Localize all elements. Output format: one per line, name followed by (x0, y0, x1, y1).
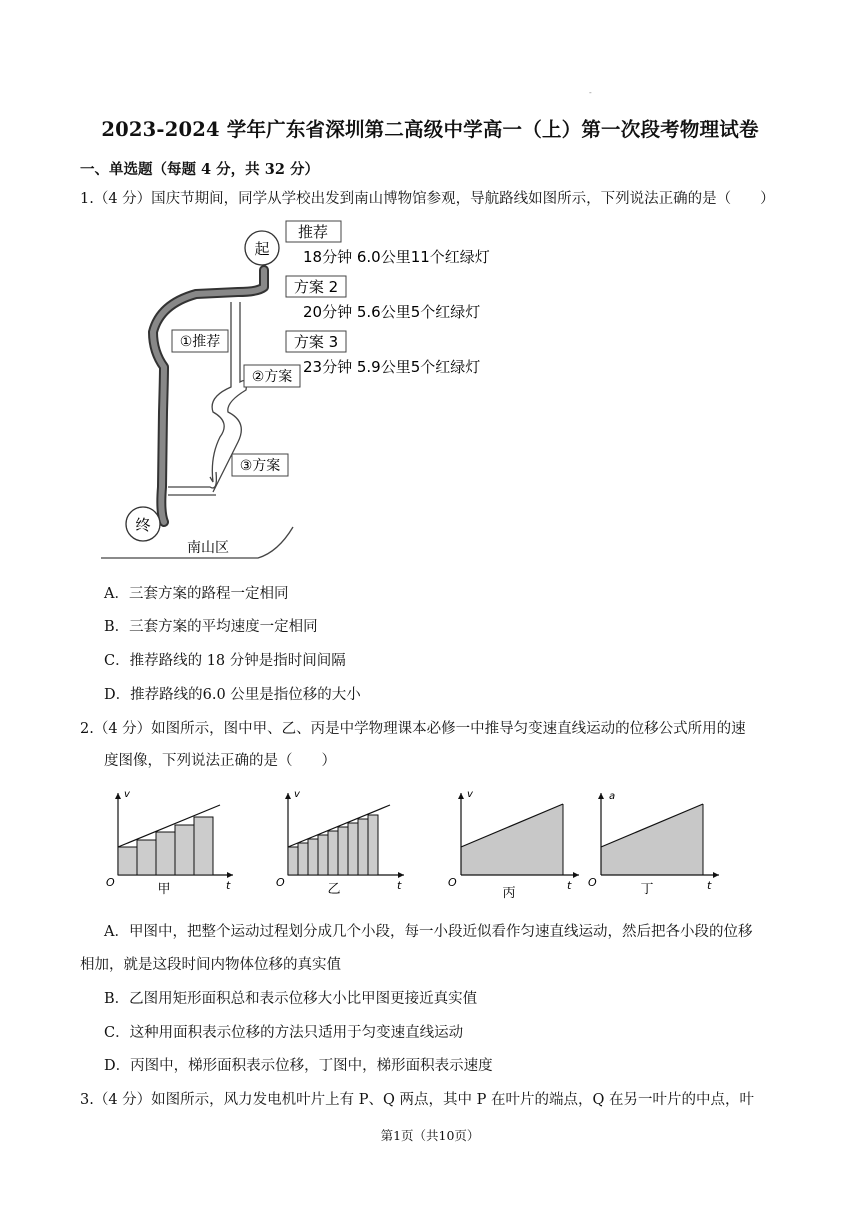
graph-jia (98, 787, 238, 905)
question-1-stem: 1.（4 分）国庆节期间，同学从学校出发到南山博物馆参观，导航路线如图所示，下列说法正确的是（ ） (80, 191, 775, 207)
graph-ding (585, 787, 725, 905)
legend-info-2: 20分钟 5.6公里5个红绿灯 (303, 303, 481, 321)
graph-yi-caption: 乙 (327, 882, 341, 897)
question-2-stem-line2: 度图像，下列说法正确的是（ ） (104, 753, 336, 769)
page-footer: 第1页（共10页） (380, 1128, 480, 1143)
legend-box-3: 方案 3 (293, 333, 339, 351)
graph-yi-origin: O (276, 876, 285, 889)
graph-ding-ylabel: a (609, 791, 616, 802)
graph-yi-ylabel: v (294, 789, 300, 800)
legend-box-2: 方案 2 (293, 278, 339, 296)
graph-ding-caption: 丁 (640, 882, 654, 897)
route-map-figure (98, 212, 518, 577)
route-2-path (210, 302, 231, 482)
section-heading: 一、单选题（每题 4 分，共 32 分） (80, 161, 319, 178)
start-label: 起 (254, 240, 270, 258)
legend-box-1: 推荐 (297, 223, 329, 241)
district-label: 南山区 (187, 540, 229, 556)
header-mark: - (589, 88, 592, 97)
q2-option-d: D．丙图中，梯形面积表示位移，丁图中，梯形面积表示速度 (104, 1058, 493, 1074)
q2-option-a-line2: 相加，就是这段时间内物体位移的真实值 (80, 957, 341, 973)
q1-option-b: B．三套方案的平均速度一定相同 (104, 619, 318, 635)
graph-jia-ylabel: v (124, 789, 130, 800)
graph-yi-xlabel: t (397, 879, 402, 892)
graph-ding-origin: O (588, 876, 597, 889)
question-2-stem-line1: 2.（4 分）如图所示，图中甲、乙、丙是中学物理课本必修一中推导匀变速直线运动的位移公式所用的速 (80, 721, 746, 737)
end-label: 终 (135, 516, 151, 534)
q2-option-b: B．乙图用矩形面积总和表示位移大小比甲图更接近真实值 (104, 991, 478, 1007)
legend-info-1: 18分钟 6.0公里11个红绿灯 (303, 248, 490, 266)
q1-option-d: D．推荐路线的6.0 公里是指位移的大小 (104, 687, 361, 703)
q2-option-a-line1: A．甲图中，把整个运动过程划分成几个小段，每一小段近似看作匀速直线运动，然后把各小段的位移 (104, 924, 753, 940)
q1-option-a: A．三套方案的路程一定相同 (104, 586, 289, 602)
graph-jia-caption: 甲 (157, 882, 171, 897)
graph-bing-ylabel: v (467, 789, 473, 800)
graph-ding-xlabel: t (707, 879, 712, 892)
route-3-path (168, 472, 216, 488)
graph-yi (270, 787, 410, 905)
route-2-tag: ②方案 (251, 369, 293, 385)
q2-option-c: C．这种用面积表示位移的方法只适用于匀变速直线运动 (104, 1025, 464, 1041)
legend-info-3: 23分钟 5.9公里5个红绿灯 (303, 358, 481, 376)
route-3-tag: ③方案 (239, 458, 281, 474)
route-1-tag: ①推荐 (179, 334, 221, 350)
graph-bing (445, 787, 585, 907)
graph-bing-origin: O (448, 876, 457, 889)
question-3-stem: 3.（4 分）如图所示，风力发电机叶片上有 P、Q 两点，其中 P 在叶片的端点，Q 在另一叶片的中点，叶 (80, 1092, 754, 1108)
page-title: 2023-2024 学年广东省深圳第二高级中学高一（上）第一次段考物理试卷 (101, 118, 759, 141)
graph-jia-origin: O (106, 876, 115, 889)
graph-bing-xlabel: t (567, 879, 572, 892)
graph-jia-xlabel: t (226, 879, 231, 892)
q1-option-c: C．推荐路线的 18 分钟是指时间间隔 (104, 653, 346, 669)
graph-bing-caption: 丙 (502, 886, 516, 901)
